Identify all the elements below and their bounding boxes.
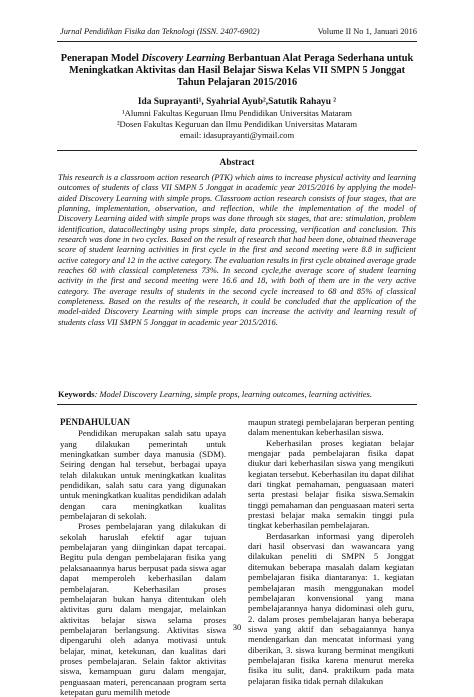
right-column [248,417,414,686]
title-italic-part: Discovery Learning [141,53,226,64]
abstract-heading: Abstract [219,158,255,168]
title-part-2: Berbantuan Alat Peraga Sederhana untuk Meningkatkan Aktivitas dan Hasil Belajar Siswa Kelas VII SMPN 5 Jonggat Tahun Pelajaran 2015/2016 [68,53,414,88]
body-paragraph: Pendidikan merupakan salah satu upaya yang dilakukan pemerintah untuk meningkatkan sumber daya manusia (SDM). Seiring dengan hal tersebut, berbagai upaya telah dilakukan untuk meningkatkan kualitas pendidikan, salah satu cara yang digunakan untuk meningkatkan kualitas pendidikan adalah dengan cara meningkatkan kualitas pembelajaran di sekolah. [60,428,226,522]
body-paragraph: Berdasarkan informasi yang diperoleh dari hasil observasi dan wawancara yang dilakukan peneliti di SMPN 5 Jonggat ditemukan beberapa masalah dalam kegiatan pembelajaran fisika diantaranya: 1. kegiatan pembelajaran masih menggunakan model pembelajaran konvensional yang mana pembelajarannya hanya didominasi oleh guru, 2. dalam proses pembelajaran hanya beberapa siswa yang aktif dan sebagaiannya hanya mendengarkan dan mencatat informasi yang diberikan, 3. siswa kurang berminat mengikuti pembelajaran fisika karena menurut mereka fisika itu sulit, dan4. praktikum pada mata pelajaran fisika tidak pernah dilakukan [248,530,414,686]
abstract-box [57,150,417,405]
author-email: email: idasuprayanti@ymail.com [179,130,295,140]
author-list: Ida Suprayanti¹, Syahrial Ayub²,Satutik Rahayu ² [137,97,337,107]
paper-title [60,53,414,88]
body-paragraph: Proses pembelajaran yang dilakukan di sekolah haruslah efektif agar tujuan pembelajaran yang diinginkan dapat tercapai. Begitu pula dengan pembelajaran fisika yang pelaksanaannya harus berpusat pada siswa agar dapat memperoleh keberhasilan dalam pembelajaran. Keberhasilan proses pembelajaran bukan hanya ditentukan oleh aktivitas guru dalam mengajar, melainkan aktivitas belajar siswa selama proses pembelajaran berlangsung. Aktivitas siswa dipengaruhi oleh adanya motivasi untuk belajar, minat, ketekunan, dan kualitas dari proses pembelajaran. Selain faktor aktivitas siswa, kemampuan guru dalam mengajar, penguasaan materi, perencanaan program serta ketepatan guru memilih metode [60,521,226,697]
header-rule [57,41,417,42]
keywords-text: : Model Discovery Learning, simple props, learning outcomes, learning activities. [94,389,372,399]
section-heading: PENDAHULUAN [60,417,131,427]
body-paragraph: maupun strategi pembelajaran berperan penting dalam menentukan keberhasilan siswa. [248,417,414,438]
affiliation-1: ¹Alumni Fakultas Keguruan Ilmu Pendidikan Universitas Mataram [122,108,352,118]
keywords-line [58,389,416,399]
body-paragraph: Keberhasilan proses kegiatan belajar mengajar pada pembelajaran fisika dapat diukur dari keberhasilan siswa yang mengikuti kegiatan tersebut. Keberhasilan itu dapat dilihat dari tingkat pemahaman, penguasaan materi serta prestasi belajar fisika siswa.Semakin tinggi pemahaman dan penguasaan materi serta prestasi belajar maka semakin tinggi pula tingkat keberhasilan pembelajaran. [248,437,414,531]
left-column [60,417,226,697]
keywords-label: Keywords [58,389,95,399]
journal-header: Jurnal Pendidikan Fisika dan Teknologi (ISSN. 2407-6902) [60,27,260,36]
title-part-1: Penerapan Model [60,53,142,64]
abstract-text: This research is a classroom action research (PTK) which aims to increase physical activity and learning outcomes of students of class VII SMPN 5 Jonggat in academic year 2015/2016 by applying the model-aided Discovery Learning with simple props. Classroom action research consists of four stages, that are planning, implementation, observation, and reflection, while the implementation of the model of Discovery Learning aided with simple props was done through six stages, that are: stimulation, problem identification, datacollectingby using props simple, data processing, verification and conclusion. This research was done in two cycles. Based on the result of research that had been done, obtained theaverage score of student learning activities in first cycle in the first and second meeting were 8.8 in sufficient active category and 12 in the active category. The evaluation results in first cycle obtained average grade reaches 60 with classical completeness 73%. In second cycle,the average score of student learning activity in the first and second meeting were 16.6 and 18, with both of them are in the very active category. The average results of students in the second cycle increased to 68 and 85% of classical completeness. Based on the results of the research, it could be concluded that the application of the model-aided Discovery Learning with simple props can increase the activity and learning result of students class VII SMPN 5 Jonggat in academic year 2015/2016. [58,172,416,327]
page-number: 30 [232,622,242,632]
affiliation-2: ²Dosen Fakultas Keguruan dan Ilmu Pendidikan Universitas Mataram [116,119,358,129]
volume-header: Volume II No 1, Januari 2016 [317,27,417,36]
